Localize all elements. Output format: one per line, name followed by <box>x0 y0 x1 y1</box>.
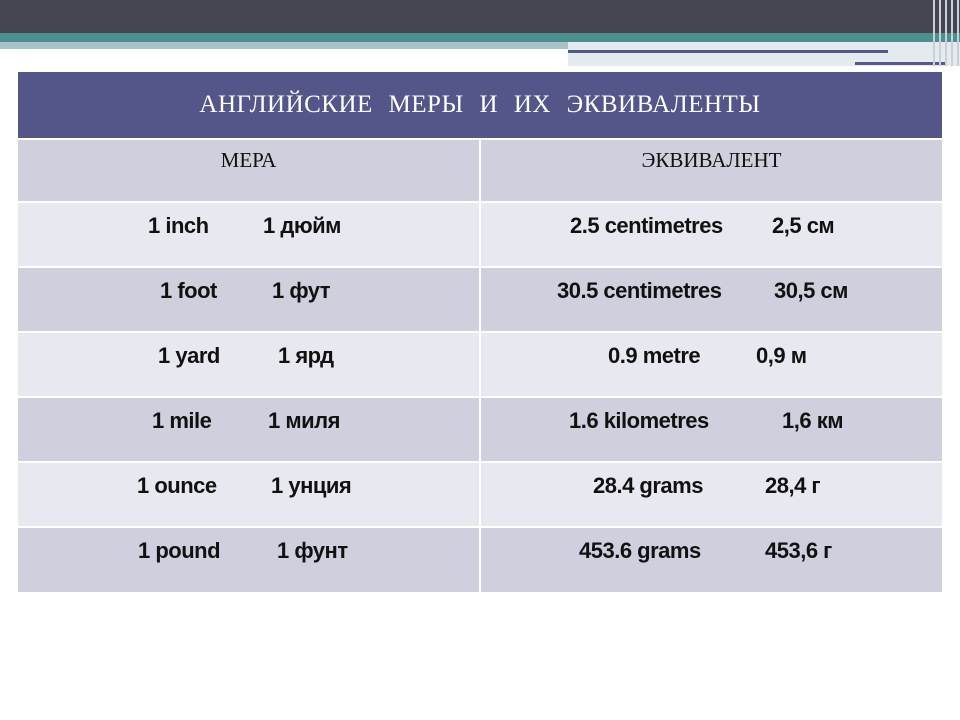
equivalent-cell <box>480 267 942 332</box>
slide-corner-stripes <box>930 0 960 66</box>
unit-english: 1 yard <box>158 343 220 368</box>
unit-english: 1 ounce <box>137 473 217 498</box>
header-equivalent: ЭКВИВАЛЕНТ <box>480 139 942 202</box>
equivalent-russian: 0,9 м <box>756 343 807 368</box>
measure-cell <box>18 202 480 267</box>
equivalent-english: 28.4 grams <box>593 473 703 498</box>
header-measure: МЕРА <box>18 139 480 202</box>
slide-top-bar <box>0 0 960 33</box>
equivalent-cell <box>480 462 942 527</box>
unit-english: 1 mile <box>152 408 212 433</box>
equivalent-cell <box>480 397 942 462</box>
equivalent-russian: 1,6 км <box>782 408 843 433</box>
equivalent-russian: 28,4 г <box>765 473 821 498</box>
equivalent-cell <box>480 202 942 267</box>
unit-russian: 1 фут <box>272 278 331 303</box>
table-row <box>18 202 942 267</box>
table-row <box>18 267 942 332</box>
equivalent-russian: 453,6 г <box>765 538 832 563</box>
unit-english: 1 pound <box>138 538 221 563</box>
unit-russian: 1 ярд <box>278 343 334 368</box>
unit-russian: 1 миля <box>268 408 340 433</box>
unit-russian: 1 дюйм <box>263 213 341 238</box>
slide-teal-band <box>0 33 960 42</box>
table-title: АНГЛИЙСКИЕ МЕРЫ И ИХ ЭКВИВАЛЕНТЫ <box>18 72 942 139</box>
equivalent-english: 0.9 metre <box>608 343 701 368</box>
table-header-row <box>18 139 942 202</box>
measure-cell <box>18 397 480 462</box>
equivalent-cell <box>480 527 942 592</box>
equivalent-english: 30.5 centimetres <box>557 278 722 303</box>
table-row <box>18 462 942 527</box>
measure-cell <box>18 332 480 397</box>
measures-table <box>18 72 942 592</box>
slide-accent-line <box>568 50 888 53</box>
unit-russian: 1 унция <box>271 473 352 498</box>
equivalent-english: 453.6 grams <box>579 538 701 563</box>
measure-cell <box>18 462 480 527</box>
unit-english: 1 inch <box>148 213 209 238</box>
unit-english: 1 foot <box>160 278 217 303</box>
measure-cell <box>18 527 480 592</box>
table-row <box>18 397 942 462</box>
unit-russian: 1 фунт <box>277 538 348 563</box>
measure-cell <box>18 267 480 332</box>
equivalent-english: 1.6 kilometres <box>569 408 709 433</box>
equivalent-russian: 2,5 см <box>772 213 835 238</box>
equivalent-english: 2.5 centimetres <box>570 213 723 238</box>
equivalent-russian: 30,5 см <box>774 278 848 303</box>
table-row <box>18 332 942 397</box>
equivalent-cell <box>480 332 942 397</box>
slide-light-band <box>0 42 568 49</box>
table-row <box>18 527 942 592</box>
